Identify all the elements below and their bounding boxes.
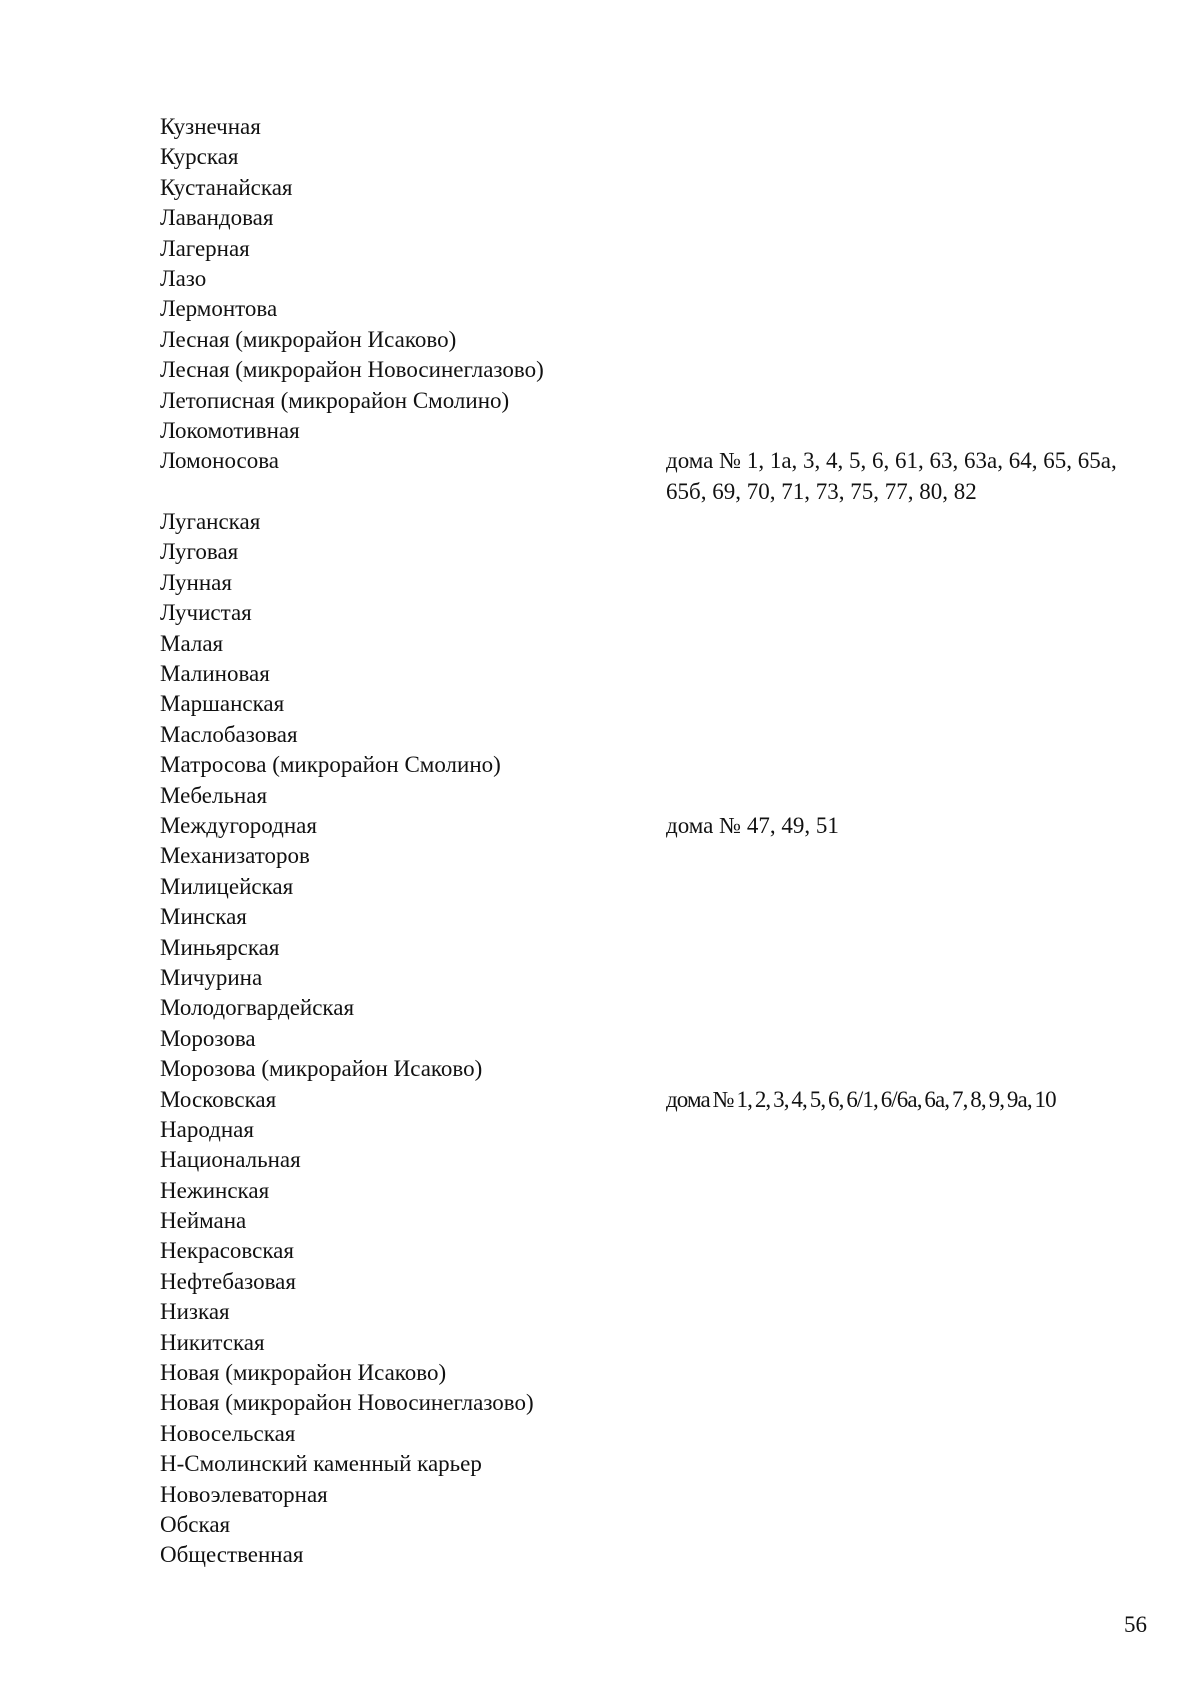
street-name: Обская (160, 1511, 231, 1537)
street-name: Луганская (160, 509, 261, 535)
street-row (160, 1388, 660, 1418)
street-name: Нежинская (160, 1177, 270, 1203)
street-row (160, 294, 660, 324)
street-name: Ломоносова (160, 448, 279, 474)
street-row (160, 568, 660, 598)
street-name: Минская (160, 904, 247, 930)
street-name: Низкая (160, 1299, 230, 1325)
street-row (160, 112, 660, 142)
street-name: Луговая (160, 539, 239, 565)
house-numbers: дома № 47, 49, 51 (666, 813, 839, 838)
street-row (160, 1176, 660, 1206)
street-name: Мебельная (160, 782, 268, 808)
street-name: Междугородная (160, 813, 317, 838)
street-row (160, 1510, 660, 1540)
street-name: Новая (микрорайон Новосинеглазово) (160, 1390, 534, 1416)
street-row (160, 142, 660, 172)
street-row (160, 993, 660, 1023)
street-row (160, 1540, 660, 1570)
street-row (160, 537, 660, 567)
street-row (160, 1085, 1056, 1115)
street-name: Новая (микрорайон Исаково) (160, 1360, 447, 1386)
street-row (160, 629, 660, 659)
street-name: Механизаторов (160, 843, 310, 869)
street-name: Новосельская (160, 1420, 296, 1446)
street-row (160, 325, 660, 355)
street-name: Никитская (160, 1329, 265, 1355)
street-row (160, 811, 839, 841)
street-name: Мичурина (160, 964, 263, 990)
street-name: Неймана (160, 1208, 247, 1234)
street-name: Национальная (160, 1147, 301, 1173)
street-name: Лазо (160, 265, 207, 291)
street-name: Кустанайская (160, 174, 293, 200)
street-name: Матросова (микрорайон Смолино) (160, 752, 501, 778)
street-row (160, 1115, 660, 1145)
street-row (160, 264, 660, 294)
street-name: Нефтебазовая (160, 1268, 296, 1294)
street-row (160, 1449, 660, 1479)
street-row (160, 173, 660, 203)
street-row (160, 416, 660, 446)
street-row (160, 963, 660, 993)
street-row (160, 1236, 660, 1266)
street-name: Морозова (микрорайон Исаково) (160, 1056, 483, 1082)
street-row (160, 203, 660, 233)
street-name: Лунная (160, 569, 232, 595)
street-name: Молодогвардейская (160, 995, 355, 1021)
street-row (160, 1054, 660, 1084)
street-name: Лесная (микрорайон Новосинеглазово) (160, 357, 544, 383)
street-row (160, 1024, 660, 1054)
street-name: Милицейская (160, 873, 294, 899)
street-name: Общественная (160, 1542, 304, 1568)
street-name: Летописная (микрорайон Смолино) (160, 387, 510, 413)
street-row (160, 750, 660, 780)
street-name: Локомотивная (160, 417, 300, 443)
street-name: Некрасовская (160, 1238, 294, 1264)
street-row (160, 933, 660, 963)
street-row (160, 598, 660, 628)
street-row (160, 781, 660, 811)
street-row (160, 689, 660, 719)
street-name: Морозова (160, 1025, 256, 1051)
street-row (160, 1480, 660, 1510)
street-row (160, 355, 660, 385)
street-name: Лавандовая (160, 205, 274, 231)
street-list (160, 112, 1117, 1571)
street-name: Н-Смолинский каменный карьер (160, 1451, 482, 1477)
page-number: 56 (1124, 1612, 1147, 1637)
street-name: Маслобазовая (160, 721, 298, 747)
street-row (160, 1419, 660, 1449)
street-name: Курская (160, 144, 239, 170)
street-name: Новоэлеваторная (160, 1481, 328, 1507)
street-row (160, 902, 660, 932)
house-numbers: дома № 1, 1а, 3, 4, 5, 6, 61, 63, 63а, 64, 65, 65а, 65б, 69, 70, 71, 73, 75, 77, 80, 82 (666, 448, 1117, 504)
street-row (160, 234, 660, 264)
street-row (160, 1297, 660, 1327)
street-row (160, 720, 660, 750)
street-name: Маршанская (160, 691, 285, 717)
street-row (160, 659, 660, 689)
street-name: Лучистая (160, 600, 252, 626)
street-name: Лагерная (160, 235, 250, 261)
street-name: Малиновая (160, 661, 270, 687)
street-row (160, 1206, 660, 1236)
street-row (160, 1145, 660, 1175)
street-name: Кузнечная (160, 114, 261, 139)
street-name: Народная (160, 1116, 254, 1142)
street-name: Лермонтова (160, 296, 278, 322)
house-numbers: дома № 1, 2, 3, 4, 5, 6, 6/1, 6/6а, 6а, 7, 8, 9, 9а, 10 (666, 1086, 1056, 1112)
street-row (160, 841, 660, 871)
street-name: Малая (160, 630, 224, 656)
street-row (160, 386, 660, 416)
street-row (160, 1358, 660, 1388)
street-row (160, 446, 1117, 507)
street-name: Московская (160, 1086, 277, 1112)
street-row (160, 872, 660, 902)
street-row (160, 507, 660, 537)
street-name: Лесная (микрорайон Исаково) (160, 326, 457, 352)
street-row (160, 1267, 660, 1297)
street-row (160, 1328, 660, 1358)
street-name: Миньярская (160, 934, 280, 960)
